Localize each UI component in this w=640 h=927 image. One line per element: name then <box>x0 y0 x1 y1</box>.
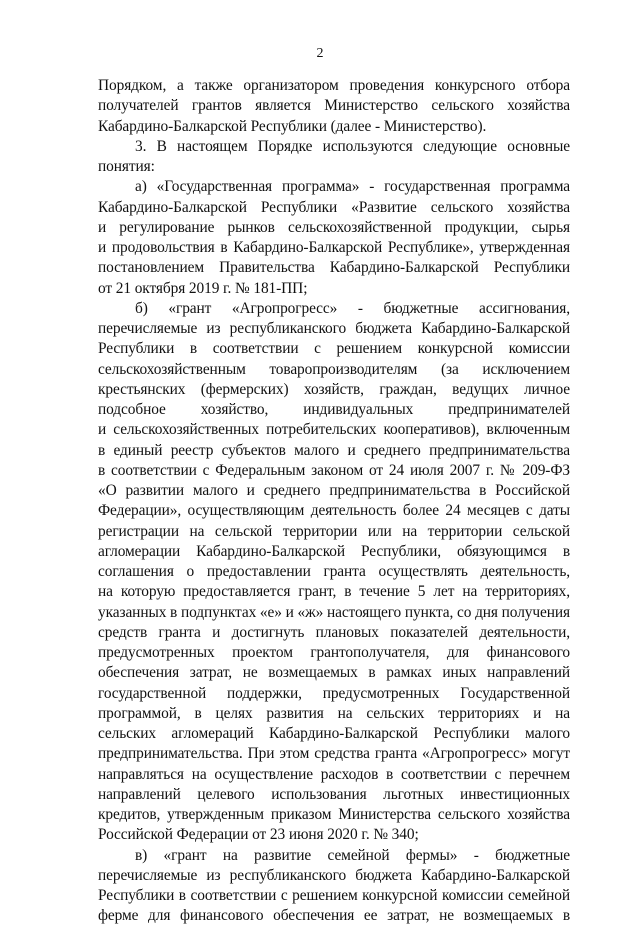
text-line: Республики в соответствии с решением конкурсной комиссии <box>98 340 570 358</box>
text-line: «О развитии малого и среднего предпринимательства в Российской <box>98 482 570 499</box>
text-line: указанных в подпунктах «е» и «ж» настоящего пункта, со дня получения <box>98 603 570 621</box>
text-line: направляться на осуществление расходов в соответствии с перечнем <box>98 765 570 783</box>
text-line: Порядком, а также организатором проведения конкурсного отбора <box>98 77 570 94</box>
text-line: и продовольствия в Кабардино-Балкарской Республике», утвержденная <box>98 239 570 256</box>
text-line: перечисляемые из республиканского бюджета Кабардино-Балкарской <box>98 320 570 337</box>
text-line: кредитов, утвержденным приказом Министерства сельского хозяйства <box>98 806 570 823</box>
text-line: а) «Государственная программа» - государственная программа <box>135 178 570 196</box>
text-line: ферме для финансового обеспечения ее затрат, не возмещаемых в <box>98 907 570 925</box>
text-line: средств гранта и достигнуть плановых показателей деятельности, <box>98 623 570 641</box>
text-line: предпринимательства. При этом средства гранта «Агропрогресс» могут <box>98 745 570 763</box>
text-line: и сельскохозяйственных потребительских кооперативов), включенным <box>98 421 570 439</box>
text-line: Российской Федерации от 23 июня 2020 г. № 340; <box>98 826 419 844</box>
text-line: в соответствии с Федеральным законом от 24 июля 2007 г. № 209-ФЗ <box>98 461 570 479</box>
text-line: Федерации», осуществляющим деятельность более 24 месяцев с даты <box>98 502 570 520</box>
text-line: б) «грант «Агропрогресс» - бюджетные ассигнования, <box>135 299 570 317</box>
text-line: и регулирование рынков сельскохозяйственной продукции, сырья <box>98 218 570 236</box>
text-line: сельскохозяйственным товаропроизводителям (за исключением <box>98 360 570 378</box>
text-line: подсобное хозяйство, индивидуальных предпринимателей <box>98 401 570 418</box>
text-line: на которую предоставляется грант, в течение 5 лет на территориях, <box>98 583 570 601</box>
page-number: 2 <box>316 46 324 61</box>
text-line: постановлением Правительства Кабардино-Балкарской Республики <box>98 259 570 277</box>
text-line: государственной поддержки, предусмотренных Государственной <box>98 684 570 702</box>
text-line: соглашения о предоставлении гранта осуществлять деятельность, <box>98 563 570 580</box>
text-line: от 21 октября 2019 г. № 181-ПП; <box>98 279 308 297</box>
text-line: программой, в целях развития на сельских территориях и на <box>98 704 570 722</box>
text-line: понятия: <box>98 158 155 175</box>
text-line: 3. В настоящем Порядке используются следующие основные <box>135 137 570 155</box>
text-line: сельских агломераций Кабардино-Балкарской Республики малого <box>98 725 570 742</box>
text-line: направлений целевого использования льготных инвестиционных <box>98 785 570 803</box>
text-line: в единый реестр субъектов малого и среднего предпринимательства <box>98 441 570 459</box>
document-body <box>98 76 570 927</box>
text-line: Кабардино-Балкарской Республики «Развитие сельского хозяйства <box>98 198 570 216</box>
text-line: перечисляемые из республиканского бюджета Кабардино-Балкарской <box>98 866 570 884</box>
text-line: агломерации Кабардино-Балкарской Республики, обязующимся в <box>98 542 570 560</box>
text-line: предусмотренных проектом грантополучателя, для финансового <box>98 644 570 661</box>
text-line: Кабардино-Балкарской Республики (далее - Министерство). <box>98 117 487 135</box>
text-line: Республики в соответствии с решением конкурсной комиссии семейной <box>98 887 570 904</box>
text-line: обеспечения затрат, не возмещаемых в рамках иных направлений <box>98 664 570 682</box>
text-line: в) «грант на развитие семейной фермы» - бюджетные <box>135 846 570 864</box>
text-line: получателей грантов является Министерство сельского хозяйства <box>98 97 570 115</box>
text-line: крестьянских (фермерских) хозяйств, граждан, ведущих личное <box>98 380 570 398</box>
text-line: регистрации на сельской территории или на территории сельской <box>98 522 570 540</box>
